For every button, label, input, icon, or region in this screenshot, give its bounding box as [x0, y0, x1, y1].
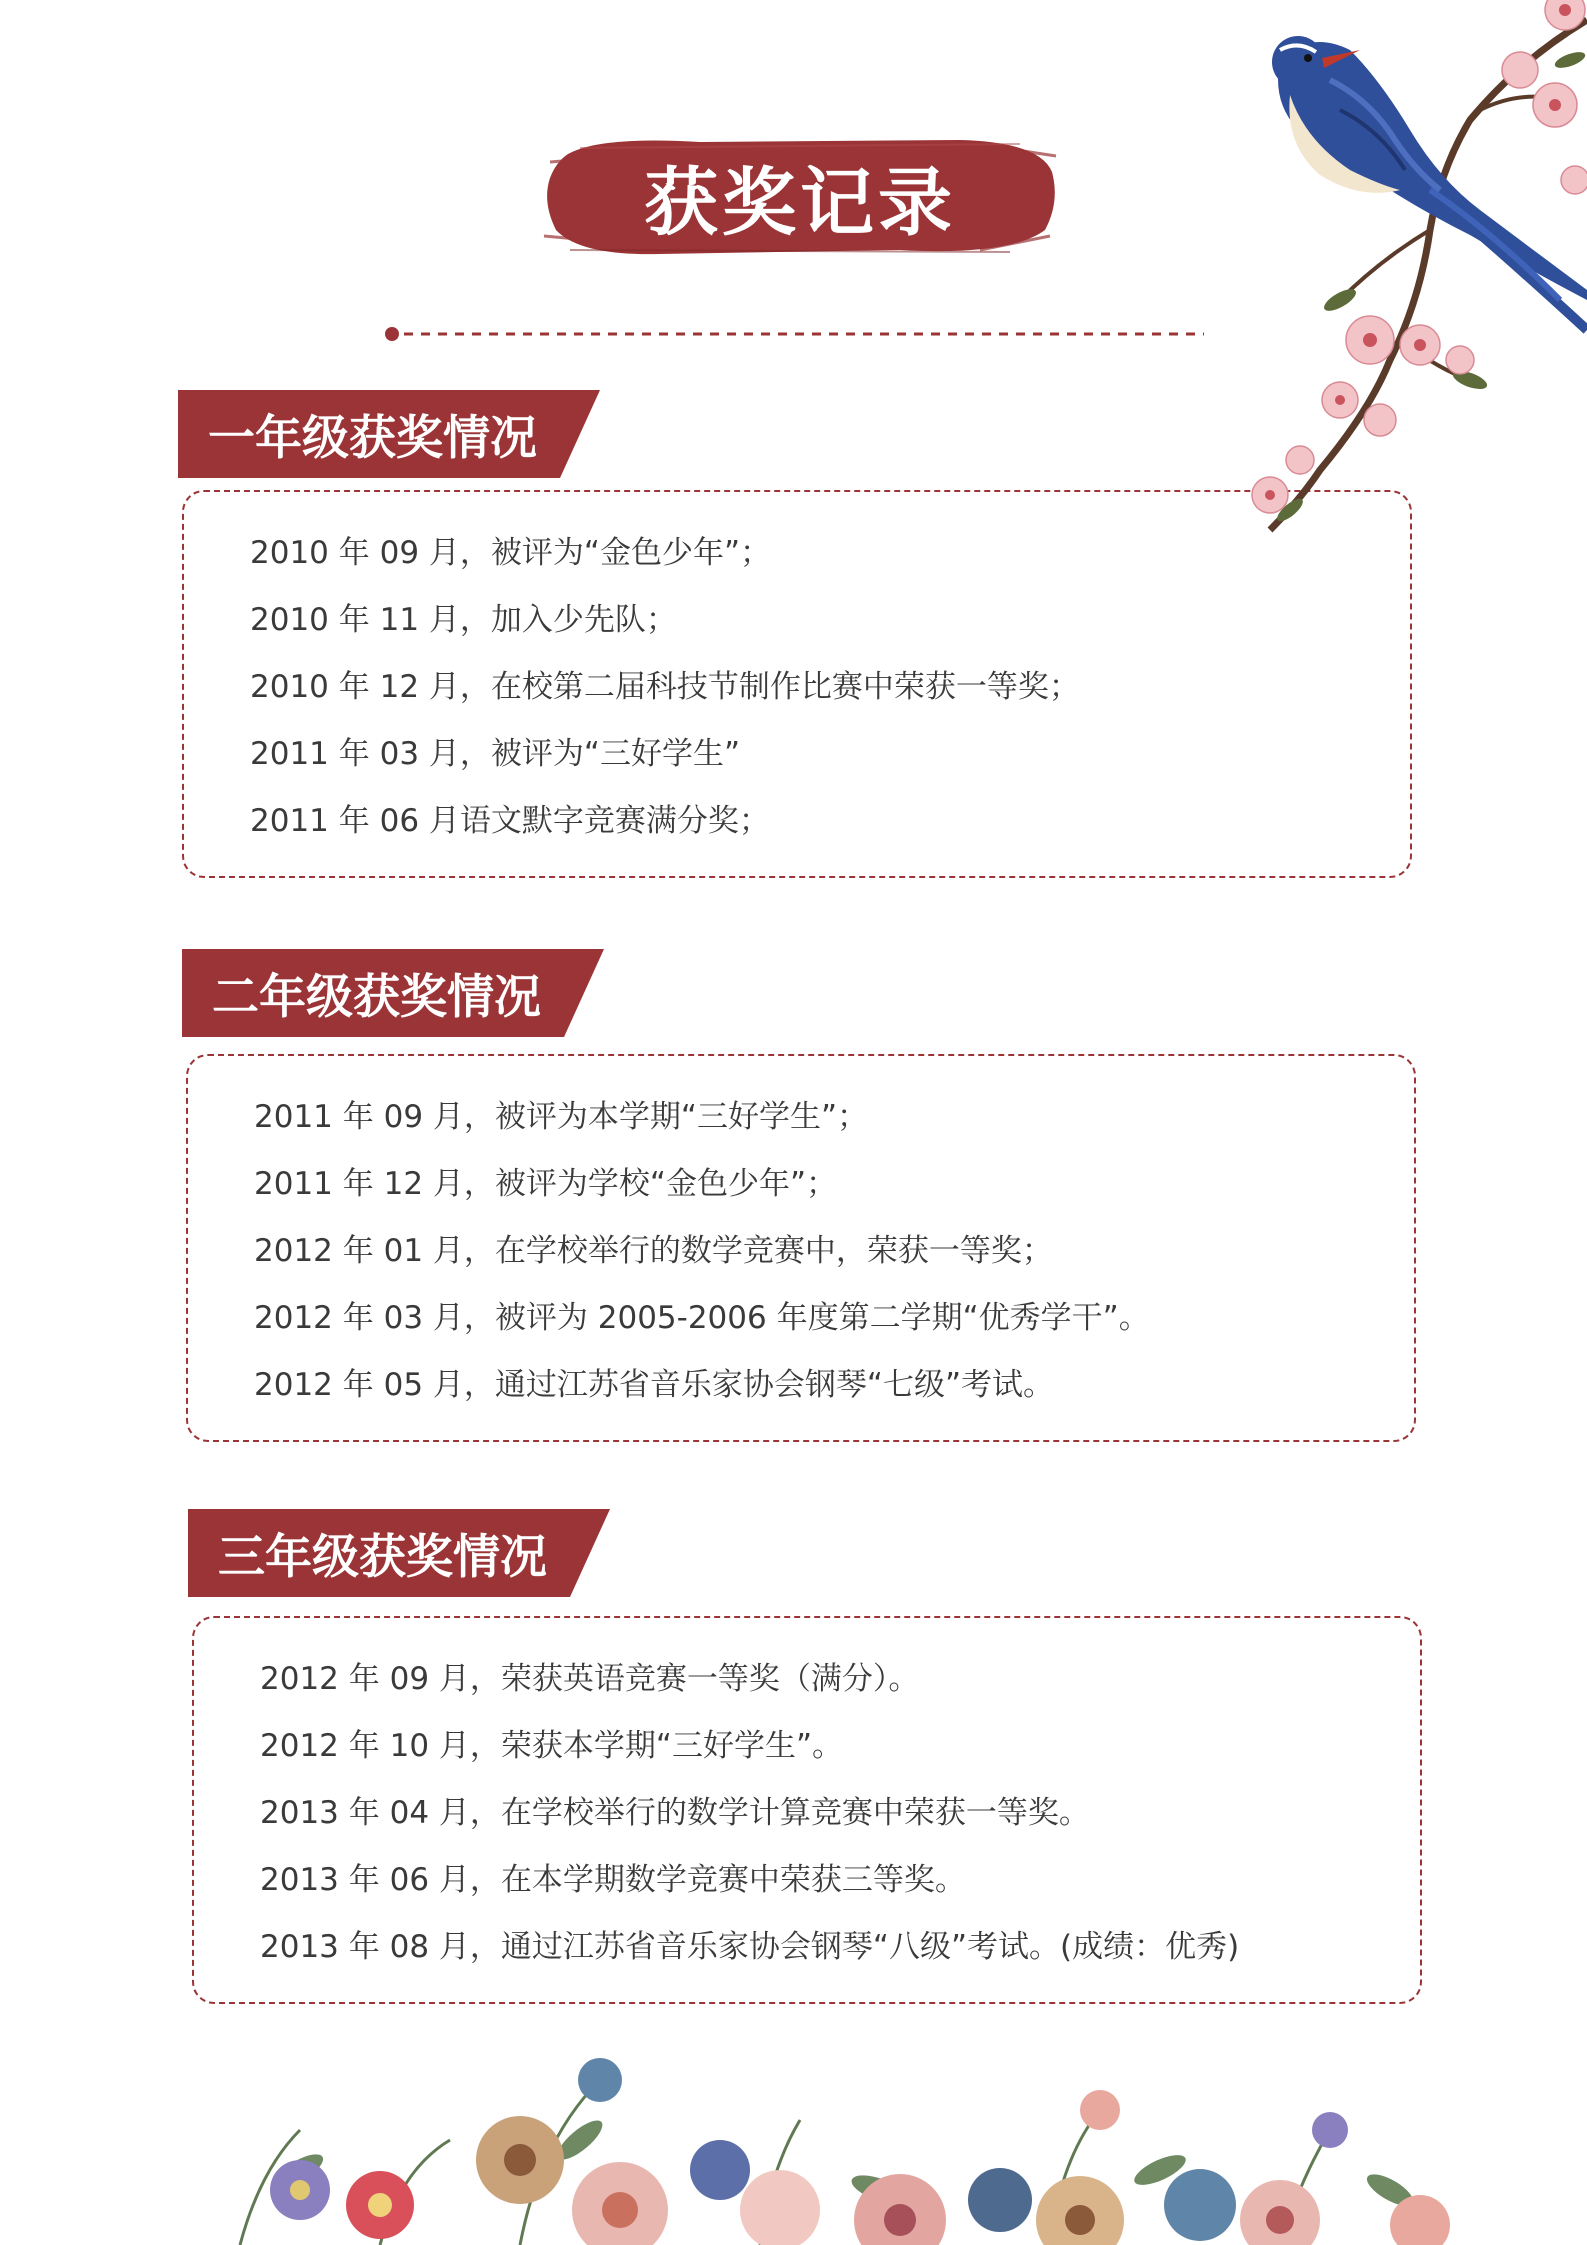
- award-list: [254, 1084, 1150, 1419]
- title-banner: [540, 132, 1060, 262]
- award-item: 2013 年 06 月，在本学期数学竞赛中荣获三等奖。: [260, 1862, 966, 1898]
- dotted-divider: [384, 324, 1204, 344]
- award-item: 2011 年 09 月，被评为本学期“三好学生”；: [254, 1099, 869, 1135]
- flower-border-illustration: [0, 2020, 1587, 2245]
- bird-on-branch-illustration: [1140, 0, 1587, 560]
- award-list-box-grade-3: [192, 1616, 1422, 2004]
- award-item: 2012 年 03 月，被评为 2005-2006 年度第二学期“优秀学干”。: [254, 1300, 1150, 1336]
- section-title: 一年级获奖情况: [208, 410, 537, 466]
- section-title: 二年级获奖情况: [212, 969, 541, 1025]
- award-item: 2011 年 12 月，被评为学校“金色少年”；: [254, 1166, 838, 1202]
- award-item: 2013 年 04 月，在学校举行的数学计算竞赛中荣获一等奖。: [260, 1795, 1090, 1831]
- award-item: 2011 年 03 月，被评为“三好学生”: [250, 736, 741, 772]
- section-header-grade-3: [188, 1509, 610, 1597]
- award-item: 2011 年 06 月语文默字竞赛满分奖；: [250, 803, 770, 839]
- section-title: 三年级获奖情况: [218, 1529, 547, 1585]
- award-item: 2012 年 05 月，通过江苏省音乐家协会钢琴“七级”考试。: [254, 1367, 1055, 1403]
- award-item: 2010 年 09 月，被评为“金色少年”；: [250, 535, 772, 571]
- award-item: 2012 年 09 月，荣获英语竞赛一等奖（满分）。: [260, 1661, 920, 1697]
- award-item: 2013 年 08 月，通过江苏省音乐家协会钢琴“八级”考试。(成绩：优秀): [260, 1929, 1240, 1965]
- award-item: 2012 年 01 月，在学校举行的数学竞赛中，荣获一等奖；: [254, 1233, 1053, 1269]
- section-header-grade-2: [182, 949, 604, 1037]
- section-header-grade-1: [178, 390, 600, 478]
- award-list: [250, 520, 1080, 855]
- award-item: 2010 年 12 月，在校第二届科技节制作比赛中荣获一等奖；: [250, 669, 1080, 705]
- award-item: 2012 年 10 月，荣获本学期“三好学生”。: [260, 1728, 844, 1764]
- award-list: [260, 1646, 1239, 1981]
- award-item: 2010 年 11 月，加入少先队；: [250, 602, 677, 638]
- award-list-box-grade-2: [186, 1054, 1416, 1442]
- page-title: 获奖记录: [644, 160, 956, 246]
